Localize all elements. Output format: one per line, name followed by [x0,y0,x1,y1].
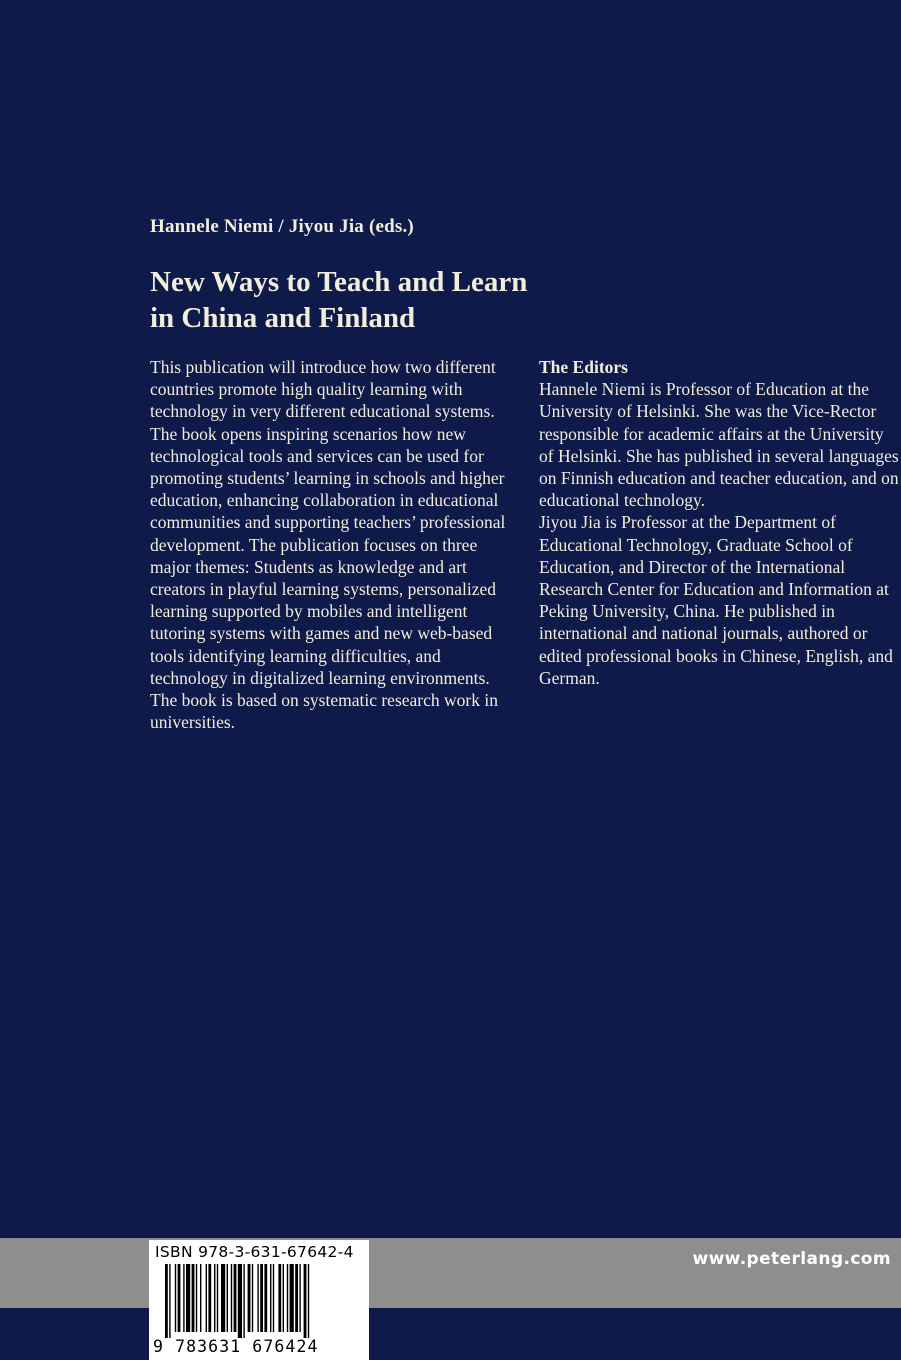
barcode-bar [208,1264,211,1332]
barcode-bar [192,1264,195,1332]
barcode-bar [200,1264,201,1332]
barcode-bar [243,1264,244,1338]
barcode-bar [231,1264,232,1332]
barcode-bars [149,1264,369,1338]
barcode-bar [273,1264,274,1332]
barcode-bar [196,1264,197,1332]
barcode-bar [206,1264,207,1332]
publisher-url[interactable]: www.peterlang.com [692,1249,891,1269]
barcode-bar [287,1264,288,1332]
barcode-bar [221,1264,225,1332]
barcode-bar [252,1264,253,1332]
book-title [150,264,670,336]
barcode-bar [227,1264,228,1332]
blurb-text: This publication will introduce how two different countries promote high quality learning with technology in very different educational systems. The book opens inspiring scenarios how new technological tools and services can be used for promoting students’ learning in schools and higher education, enhancing collaboration in educational communities and supporting teachers’ professional development. The publication focuses on three major themes: Students as knowledge and art creators in playful learning systems, personalized learning supported by mobiles and intelligent tutoring systems with games and new web-based tools identifying learning difficulties, and technology in digitalized learning environments. The book is based on systematic research work in universities. [150,357,506,733]
bio-heading: The Editors [539,357,628,377]
barcode-bar [308,1264,309,1338]
barcode-bar [169,1264,170,1338]
barcode-bar [186,1264,190,1332]
barcode-bar [175,1264,176,1332]
barcode-bar [183,1264,184,1332]
barcode-bar [178,1264,181,1332]
barcode-bar [238,1264,242,1338]
barcode-bar [264,1264,267,1332]
book-title-line-1: New Ways to Teach and Learn [150,266,528,298]
barcode-digits: 9 783631 676424 [153,1337,319,1356]
barcode-bar [217,1264,218,1332]
barcode-bar [290,1264,294,1332]
isbn-label: ISBN 978-3-631-67642-4 [155,1243,354,1261]
editors-line: Hannele Niemi / Jiyou Jia (eds.) [150,216,414,237]
book-title-line-2: in China and Finland [150,302,416,334]
barcode-bar [278,1264,281,1332]
editors-bio [539,356,899,689]
barcode-bar [270,1264,271,1332]
barcode-bar [257,1264,258,1332]
isbn-barcode [149,1240,369,1360]
barcode-bar [304,1264,307,1338]
bio-jia: Jiyou Jia is Professor at the Department of Educational Technology, Graduate School of Education, and Director of the International Research Center for Education and Information at Peking University, China. He published in international and national journals, authored or edited professional books in Chinese, English, and German. [539,512,893,688]
barcode-bar [260,1264,263,1332]
barcode-bar [165,1264,168,1338]
barcode-bar [248,1264,251,1332]
barcode-bar [283,1264,284,1332]
bio-niemi: Hannele Niemi is Professor of Education at the University of Helsinki. She was the Vice-Rector responsible for academic affairs at the University of Helsinki. She has published in several languages on Finnish education and teacher education, and on educational technology. [539,379,899,511]
barcode-bar [234,1264,237,1332]
barcode-bar [299,1264,300,1332]
barcode-bar [295,1264,298,1332]
barcode-bar [214,1264,215,1332]
